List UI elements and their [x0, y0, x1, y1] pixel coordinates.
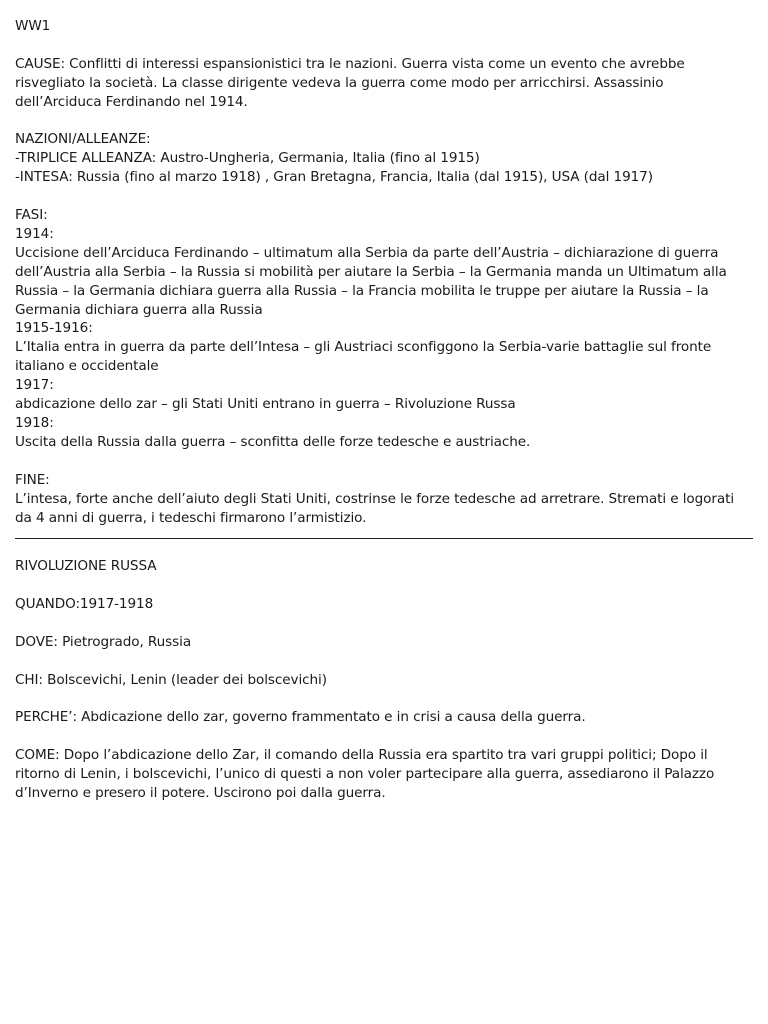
section-divider — [15, 538, 753, 539]
phase-year: 1914: — [15, 225, 54, 242]
revolution-who: CHI: Bolscevichi, Lenin (leader dei bolscevichi) — [15, 671, 327, 688]
ww1-title: WW1 — [15, 18, 51, 34]
revolution-where: DOVE: Pietrogrado, Russia — [15, 633, 192, 650]
phase-year: 1918: — [15, 414, 54, 431]
ww1-end-paragraph: L’intesa, forte anche dell’aiuto degli Stati Uniti, costrinse le forze tedesche ad arretrare. Stremati e logorati da 4 anni di guerra, i tedeschi firmarono l’armistizio. — [15, 490, 735, 526]
ww1-alliances-heading: NAZIONI/ALLEANZE: — [15, 131, 151, 148]
document-page — [15, 17, 753, 803]
ww1-end-heading: FINE: — [15, 471, 50, 488]
spacer — [15, 112, 753, 131]
phase-text: L’Italia entra in guerra da parte dell’Intesa – gli Austriaci sconfiggono la Serbia-varie battaglie sul fronte italiano e occidentale — [15, 339, 712, 375]
spacer — [15, 727, 753, 746]
ww1-section — [15, 17, 753, 527]
phase-year: 1915-1916: — [15, 320, 93, 337]
spacer — [15, 187, 753, 206]
revolution-how: COME: Dopo l’abdicazione dello Zar, il comando della Russia era spartito tra vari gruppi politici; Dopo il ritorno di Lenin, i bolscevichi, l’unico di questi a non voler partecipare alla guerra, assediarono il Palazzo d’Inverno e presero il potere. Uscirono poi dalla guerra. — [15, 746, 715, 801]
ww1-cause-paragraph: CAUSE: Conflitti di interessi espansionistici tra le nazioni. Guerra vista come un evento che avrebbe risvegliato la società. La classe dirigente vedeva la guerra come modo per arricchirsi. Assassinio dell’Arciduca Ferdinando nel 1914. — [15, 55, 685, 110]
revolution-when: QUANDO:1917-1918 — [15, 596, 154, 613]
spacer — [15, 689, 753, 708]
ww1-intesa-line: -INTESA: Russia (fino al marzo 1918) , Gran Bretagna, Francia, Italia (dal 1915), USA (dal 1917) — [15, 169, 653, 186]
spacer — [15, 652, 753, 671]
ww1-phases-heading: FASI: — [15, 207, 48, 224]
phase-text: Uscita della Russia dalla guerra – sconfitta delle forze tedesche e austriache. — [15, 433, 531, 450]
spacer — [15, 452, 753, 471]
phase-text: Uccisione dell’Arciduca Ferdinando – ultimatum alla Serbia da parte dell’Austria – dichiarazione di guerra dell’Austria alla Serbia – la Russia si mobilità per aiutare la Serbia – la Germania manda un Ultimatum alla Russia – la Germania dichiara guerra alla Russia – la Francia mobilita le truppe per aiutare la Russia – la Germania dichiara guerra alla Russia — [15, 244, 727, 318]
revolution-title: RIVOLUZIONE RUSSA — [15, 558, 157, 575]
revolution-why: PERCHE’: Abdicazione dello zar, governo frammentato e in crisi a causa della guerra. — [15, 709, 586, 726]
russian-revolution-section — [15, 557, 753, 802]
spacer — [15, 36, 753, 55]
spacer — [15, 614, 753, 633]
phase-year: 1917: — [15, 377, 54, 394]
spacer — [15, 576, 753, 595]
ww1-triplice-line: -TRIPLICE ALLEANZA: Austro-Ungheria, Germania, Italia (fino al 1915) — [15, 150, 480, 167]
phase-text: abdicazione dello zar – gli Stati Uniti entrano in guerra – Rivoluzione Russa — [15, 396, 516, 413]
